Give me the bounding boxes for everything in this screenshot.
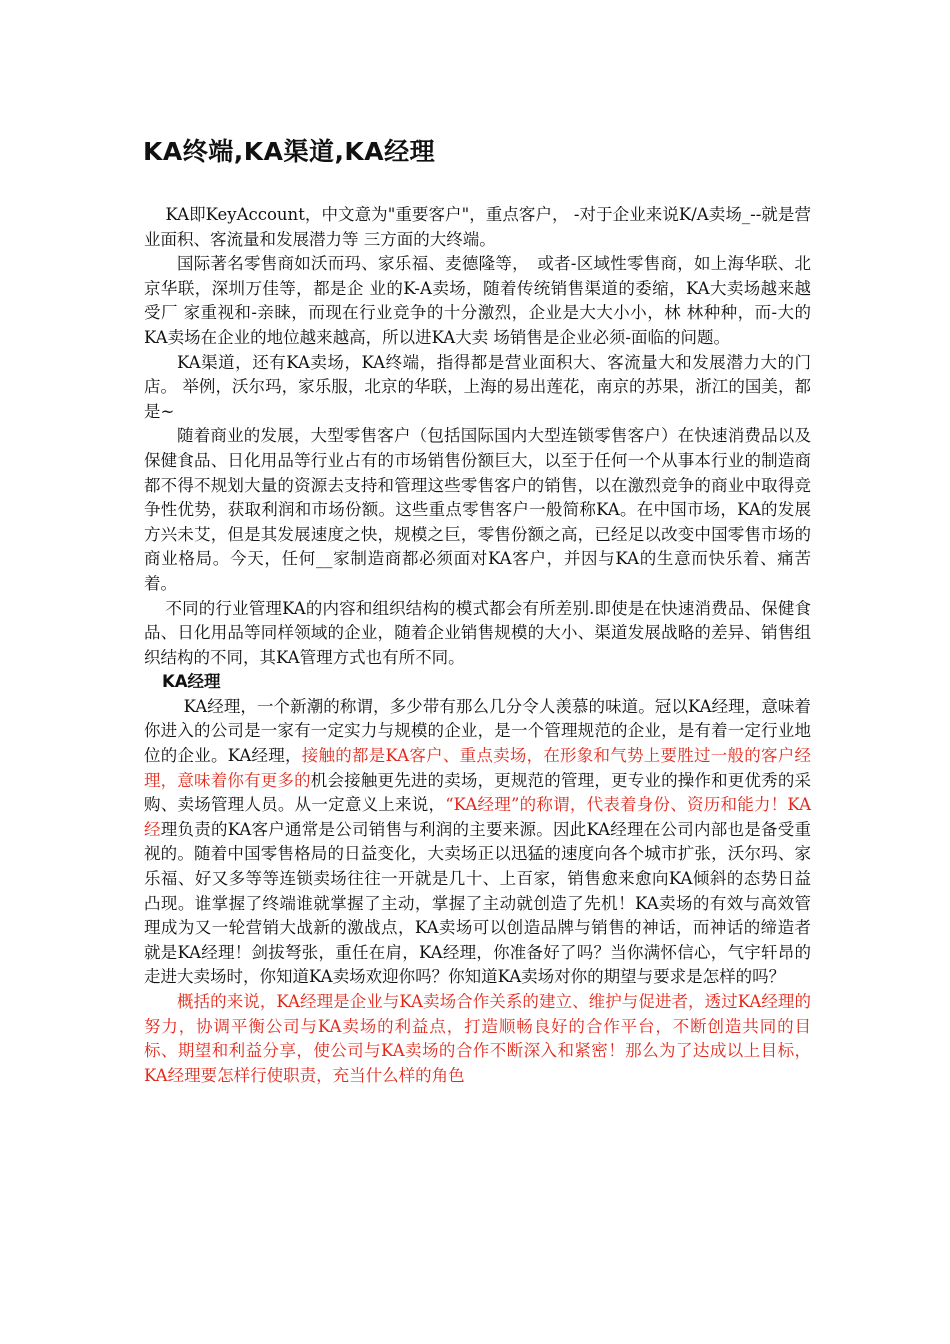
paragraph-ka-channel: KA渠道，还有KA卖场，KA终端，指得都是营业面积大、客流量大和发展潜力大的门店。 举例，沃尔玛，家乐服，北京的华联，上海的易出莲花，南京的苏果，浙江的国美，都是~ bbox=[144, 352, 811, 421]
paragraph-ka-manager bbox=[144, 695, 811, 990]
paragraph-commerce-development: 随着商业的发展，大型零售客户（包括国际国内大型连锁零售客户）在快速消费品以及保健食品、日化用品等行业占有的市场销售份额巨大，以至于任何一个从事本行业的制造商都不得不规划大量的资源去支持和管理这些零售客户的销售，以在激烈竞争的商业中取得竞争性优势，获取利润和市场份额。这些重点零售客户一般简称KA。在中国市场，KA的发展方兴未艾，但是其发展速度之快，规模之巨，零售份额之高，已经足以改变中国零售市场的商业格局。今天，任何__家制造商都必须面对KA客户，并因与KA的生意而快乐着、痛苦着。 bbox=[144, 426, 811, 593]
manager-text-intro: KA经理，一个新潮的称谓，多少带有那么几分令人羡慕的味道。冠以KA经理，意味着你进入的公司是一家有一定实力与规模的企业，是一个管理规范的企业，是有着一定行业地位的企业。KA经理， bbox=[144, 696, 811, 766]
paragraph-industry-differences: 不同的行业管理KA的内容和组织结构的模式都会有所差别.即使是在快速消费品、保健食品、日化用品等同样领域的企业，随着企业销售规模的大小、渠道发展战略的差异、销售组织结构的不同，其KA管理方式也有所不同。 bbox=[144, 598, 811, 667]
paragraph-summary: 概括的来说，KA经理是企业与KA卖场合作关系的建立、维护与促进者，透过KA经理的努力，协调平衡公司与KA卖场的利益点，打造顺畅良好的合作平台，不断创造共同的目标、期望和利益分享，使公司与KA卖场的合作不断深入和紧密！那么为了达成以上目标，KA经理要怎样行使职责，充当什么样的角色 bbox=[144, 992, 811, 1085]
document-body bbox=[144, 203, 811, 1088]
paragraph-ka-definition: KA即KeyAccount，中文意为"重要客户"，重点客户， -对于企业来说K/A卖场_--就是营业面积、客流量和发展潜力等 三方面的大终端。 bbox=[144, 205, 811, 249]
manager-text-highlight-1: 接触的都是KA客户、重点卖场，在形象和气势上要胜过一般的客户经理，意味着你有更多的 bbox=[144, 746, 812, 790]
manager-text-highlight-2: “KA经理”的称谓，代表着身份、资历和能力！KA经 bbox=[144, 795, 811, 839]
document-title: KA终端,KA渠道,KA经理 bbox=[143, 137, 436, 166]
paragraph-retailers: 国际著名零售商如沃而玛、家乐福、麦德隆等， 或者-区域性零售商，如上海华联、北京华联，深圳万佳等，都是企 业的K-A卖场，随着传统销售渠道的委缩，KA大卖场越来越受厂 家重视和-亲睐，而现在行业竞争的十分激烈，企业是大大小小，林 林种种，而-大的KA卖场在企业的地位越来越高，所以进KA大卖 场销售是企业必须-面临的问题。 bbox=[144, 254, 811, 347]
manager-text-rest: 理负责的KA客户通常是公司销售与利润的主要来源。因此KA经理在公司内部也是备受重视的。随着中国零售格局的日益变化，大卖场正以迅猛的速度向各个城市扩张，沃尔玛、家乐福、好又多等等连锁卖场往往一开就是几十、上百家，销售愈来愈向KA倾斜的态势日益凸现。谁掌握了终端谁就掌握了主动，掌握了主动就创造了先机！KA卖场的有效与高效管理成为又一轮营销大战新的激战点，KA卖场可以创造品牌与销售的神话，而神话的缔造者就是KA经理！剑拔弩张，重任在肩，KA经理，你准备好了吗？当你满怀信心，气宇轩昂的走进大卖场时，你知道KA卖场欢迎你吗？你知道KA卖场对你的期望与要求是怎样的吗？ bbox=[144, 819, 811, 987]
manager-text-middle: 机会接触更先进的卖场，更规范的管理，更专业的操作和更优秀的采购、卖场管理人员。从一定意义上来说， bbox=[144, 770, 812, 815]
section-heading-ka-manager: KA经理 bbox=[162, 672, 221, 692]
